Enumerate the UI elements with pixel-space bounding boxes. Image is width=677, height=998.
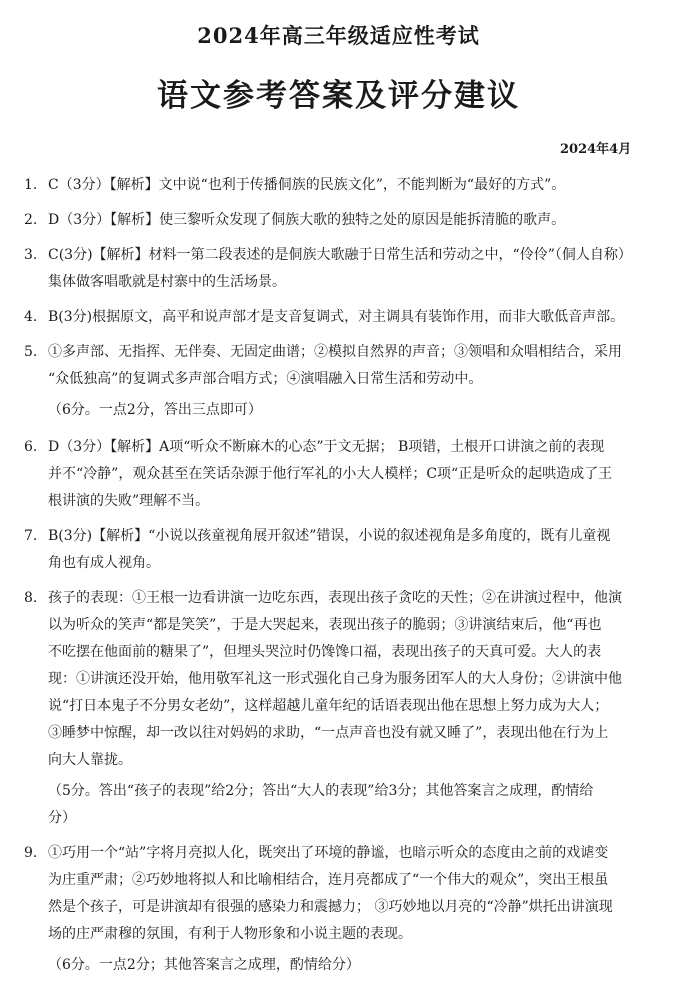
exam-title: 2024年高三年级适应性考试: [197, 23, 480, 48]
item-number: 2.: [24, 212, 38, 228]
scoring-note-continued: 分）: [48, 810, 76, 826]
item-number: 8.: [24, 590, 38, 606]
answer-item-1: [24, 172, 660, 199]
item-line: 为庄重严肃；②巧妙地将拟人和比喻相结合，连月亮都成了“一个伟大的观众”，突出王根虽: [48, 872, 609, 888]
item-line: B(3分)【解析】“小说以孩童视角展开叙述”错误，小说的叙述视角是多角度的，既有儿童视: [48, 528, 611, 544]
item-number: 7.: [24, 528, 38, 544]
item-line: “众低独高”的复调式多声部合唱方式；④演唱融入日常生活和劳动中。: [48, 371, 483, 387]
item-line: 集体做客唱歌就是村寨中的生活场景。: [48, 274, 286, 290]
answer-item-5: [24, 339, 660, 424]
answer-item-6: [24, 434, 660, 515]
document-title: 语文参考答案及评分建议: [157, 78, 520, 114]
scoring-note: （6分。一点2分；其他答案言之成理，酌情给分）: [48, 957, 360, 973]
item-line: 现：①讲演还没开始，他用敬军礼这一形式强化自己身为服务团军人的大人身份；②讲演中他: [48, 671, 622, 687]
item-number: 5.: [24, 344, 38, 360]
item-line: ①多声部、无指挥、无伴奏、无固定曲谱；②模拟自然界的声音；③领唱和众唱相结合，采用: [48, 344, 622, 360]
item-line: D（3分）【解析】使三黎听众发现了侗族大歌的独特之处的原因是能拆清脆的歌声。: [48, 212, 566, 228]
item-line: 场的庄严肃穆的氛围，有利于人物形象和小说主题的表现。: [48, 926, 412, 942]
item-line: 根讲演的失败”理解不当。: [48, 493, 210, 509]
answer-item-3: [24, 242, 660, 296]
item-number: 9.: [24, 845, 38, 861]
answer-item-8: [24, 585, 660, 832]
item-line: ③睡梦中惊醒，却一改以往对妈妈的求助，“一点声音也没有就又睡了”，表现出他在行为上: [48, 725, 609, 741]
item-line: 角也有成人视角。: [48, 555, 160, 571]
answer-item-4: [24, 304, 660, 331]
item-line: D（3分）【解析】A项“听众不断麻木的心态”于文无据； B项错，土根开口讲演之前的表现: [48, 439, 605, 455]
scoring-note: （6分。一点2分，答出三点即可）: [48, 402, 262, 418]
item-number: 3.: [24, 247, 38, 263]
answer-list: [24, 172, 660, 979]
answer-item-2: [24, 207, 660, 234]
item-line: 不吃摆在他面前的糖果了”，但埋头哭泣时仍馋馋口福，表现出孩子的天真可爱。大人的表: [48, 644, 602, 660]
item-line: 孩子的表现：①王根一边看讲演一边吃东西，表现出孩子贪吃的天性；②在讲演过程中，他演: [48, 590, 622, 606]
item-number: 1.: [24, 177, 38, 193]
item-line: ①巧用一个“站”字将月亮拟人化，既突出了环境的静谧，也暗示听众的态度由之前的戏谑变: [48, 845, 609, 861]
item-number: 6.: [24, 439, 38, 455]
document-date: 2024年4月: [560, 142, 632, 157]
item-line: 然是个孩子，可是讲演却有很强的感染力和震撼力； ③巧妙地以月亮的“冷静”烘托出讲演现: [48, 899, 613, 915]
item-number: 4.: [24, 309, 38, 325]
item-line: C（3分）【解析】文中说“也利于传播侗族的民族文化”，不能判断为“最好的方式”。: [48, 177, 566, 193]
answer-item-7: [24, 523, 660, 577]
item-line: 以为听众的笑声“都是笑笑”，于是大哭起来，表现出孩子的脆弱；③讲演结束后，他“再也: [48, 617, 602, 633]
item-line: C(3分)【解析】材料一第二段表述的是侗族大歌融于日常生活和劳动之中，“伶伶”（侗人自称）: [48, 247, 632, 263]
answer-item-9: [24, 840, 660, 979]
item-line: 向大人靠拢。: [48, 752, 132, 768]
item-line: 并不“冷静”，观众甚至在笑话杂源于他行军礼的小大人模样；C项“正是听众的起哄造成了王: [48, 466, 613, 482]
item-line: 说“打日本鬼子不分男女老幼”，这样超越儿童年纪的话语表现出他在思想上努力成为大人；: [48, 698, 609, 714]
item-line: B(3分)根据原文，高平和说声部才是支音复调式，对主调具有装饰作用，而非大歌低音声部。: [48, 309, 625, 325]
scoring-note: （5分。答出“孩子的表现”给2分；答出“大人的表现”给3分；其他答案言之成理，酌情给: [48, 783, 594, 799]
